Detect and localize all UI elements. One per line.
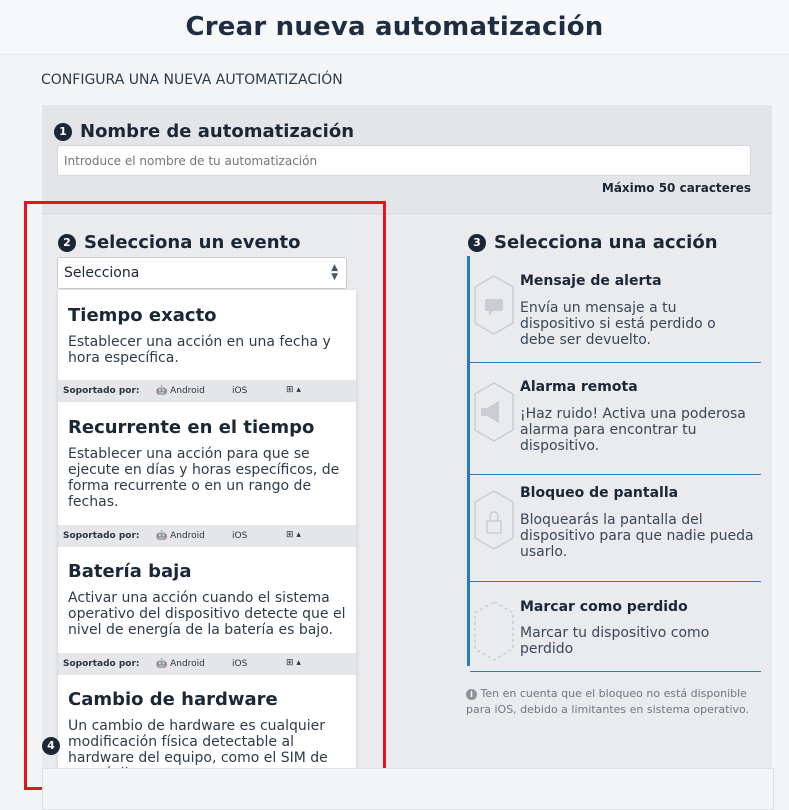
action-marcar-perdido[interactable]: [470, 582, 761, 672]
android-label: Android: [170, 386, 205, 396]
step-number-2: 2: [58, 234, 76, 252]
desktop-support-icons: ⊞ ▴: [286, 385, 301, 395]
option-title: Tiempo exacto: [68, 305, 217, 326]
action-description: Marcar tu dispositivo como perdido: [520, 625, 710, 657]
section2-title: Selecciona un evento: [84, 232, 301, 253]
android-support: [156, 386, 205, 396]
event-option-recurrente[interactable]: [58, 403, 356, 547]
support-bar: [58, 653, 356, 675]
section1-heading: [54, 121, 354, 142]
android-support: [156, 659, 205, 669]
section1-title: Nombre de automatización: [80, 121, 355, 142]
option-description: Establecer una acción en una fecha y hora específica.: [68, 334, 331, 366]
option-title: Recurrente en el tiempo: [68, 417, 315, 438]
ios-support: [232, 386, 247, 396]
action-alarma-remota[interactable]: [470, 363, 761, 475]
desktop-support-icons: ⊞ ▴: [286, 658, 301, 668]
android-icon: 🤖: [156, 386, 168, 396]
action-title: Mensaje de alerta: [520, 273, 662, 289]
action-title: Alarma remota: [520, 379, 638, 395]
section2-heading: [58, 232, 300, 253]
megaphone-icon: [473, 381, 515, 443]
header-bar: [0, 0, 789, 55]
action-mensaje-alerta[interactable]: [470, 256, 761, 363]
option-description: Activar una acción cuando el sistema operativo del dispositivo detecte que el nivel de energía de la batería es bajo.: [68, 590, 346, 638]
support-bar: [58, 525, 356, 547]
select-arrows-icon: ▲ ▼: [331, 263, 338, 282]
android-support: [156, 531, 205, 541]
max-chars-hint: Máximo 50 caracteres: [601, 181, 751, 195]
ios-label: iOS: [232, 659, 248, 669]
action-bloqueo-pantalla[interactable]: [470, 475, 761, 582]
android-label: Android: [170, 531, 205, 541]
ios-label: iOS: [232, 386, 248, 396]
action-list: [467, 256, 761, 666]
android-icon: 🤖: [156, 659, 168, 669]
desktop-support-icons: ⊞ ▴: [286, 530, 301, 540]
action-description: Envía un mensaje a tu dispositivo si está perdido o debe ser devuelto.: [520, 300, 716, 348]
android-label: Android: [170, 659, 205, 669]
support-label: Soportado por:: [63, 659, 140, 669]
info-icon: i: [466, 689, 477, 700]
android-icon: 🤖: [156, 531, 168, 541]
action-title: Marcar como perdido: [520, 599, 688, 615]
section3-heading: [468, 232, 718, 253]
ios-lock-note: [466, 686, 766, 718]
automation-name-input[interactable]: [57, 145, 751, 176]
lock-icon: [473, 489, 515, 551]
event-option-tiempo-exacto[interactable]: [58, 290, 356, 403]
section4-heading: [42, 735, 68, 755]
section4-panel: [42, 768, 774, 810]
support-label: Soportado por:: [63, 386, 140, 396]
ios-support: [232, 659, 247, 669]
option-title: Batería baja: [68, 561, 192, 582]
lost-icon: [473, 600, 515, 662]
page-title: Crear nueva automatización: [185, 12, 604, 42]
option-description: Establecer una acción para que se ejecute en días y horas específicos, de forma recurrente o en un rango de fechas.: [68, 446, 340, 510]
support-bar: [58, 380, 356, 402]
ios-support: [232, 531, 247, 541]
note-text: Ten en cuenta que el bloqueo no está disponible para iOS, debido a limitantes en sistema operativo.: [466, 687, 750, 716]
support-label: Soportado por:: [63, 531, 140, 541]
section3-title: Selecciona una acción: [494, 232, 718, 253]
option-description: Un cambio de hardware es cualquier modificación física detectable al hardware del equipo, como el SIM de: [68, 718, 328, 766]
step-number-3: 3: [468, 234, 486, 252]
ios-label: iOS: [232, 531, 248, 541]
event-select-value: Selecciona: [64, 265, 140, 281]
subtitle: CONFIGURA UNA NUEVA AUTOMATIZACIÓN: [41, 72, 343, 88]
step-number-4: 4: [42, 737, 60, 755]
step-number-1: 1: [54, 123, 72, 141]
event-option-bateria-baja[interactable]: [58, 547, 356, 675]
message-icon: [473, 274, 515, 336]
event-select[interactable]: [57, 257, 347, 289]
action-title: Bloqueo de pantalla: [520, 485, 679, 501]
action-description: Bloquearás la pantalla del dispositivo para que nadie pueda usarlo.: [520, 512, 754, 560]
option-title: Cambio de hardware: [68, 689, 278, 710]
event-dropdown-list[interactable]: [58, 290, 356, 796]
action-description: ¡Haz ruido! Activa una poderosa alarma para encontrar tu dispositivo.: [520, 406, 746, 454]
